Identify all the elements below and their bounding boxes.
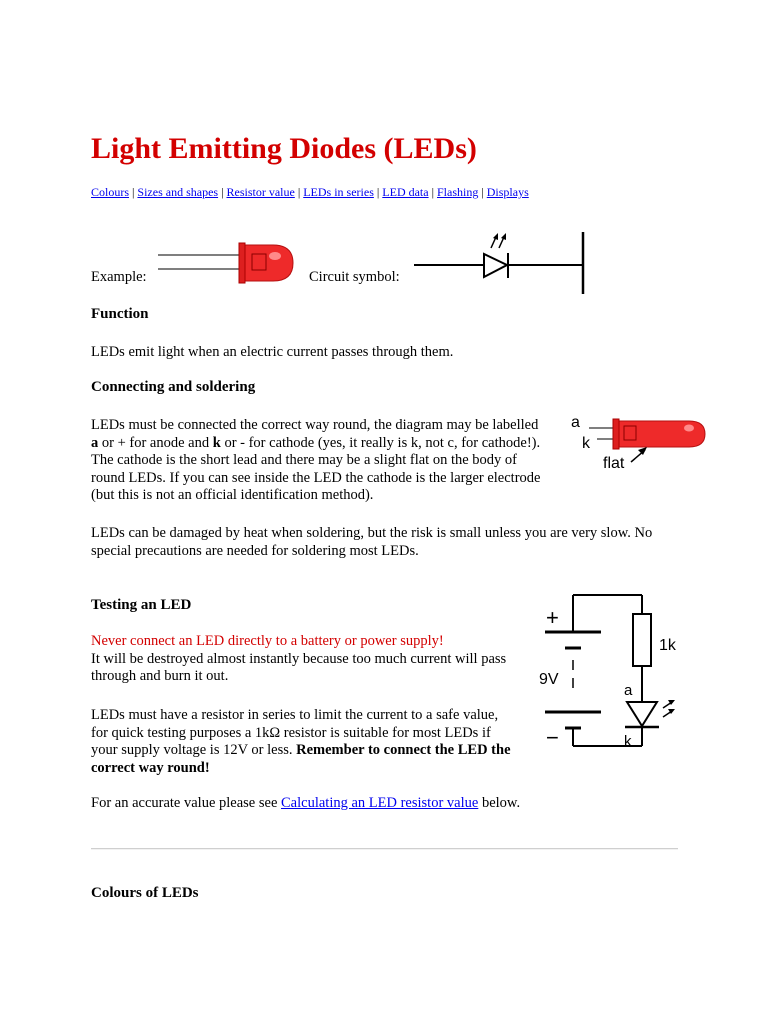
page-title: Light Emitting Diodes (LEDs) xyxy=(91,132,477,165)
calculating-resistor-link[interactable]: Calculating an LED resistor value xyxy=(281,795,479,811)
accurate-prefix: For an accurate value please see xyxy=(91,795,278,811)
light-arrowhead-icon xyxy=(501,233,506,240)
nav-separator: | xyxy=(129,185,138,199)
testing-line xyxy=(91,760,541,778)
connecting-line: LEDs must be connected the correct way round, the diagram may be labelled xyxy=(91,417,539,433)
led-body xyxy=(243,245,293,281)
connecting-paragraph-2 xyxy=(91,525,691,560)
testing-line: It will be destroyed almost instantly because too much current will pass xyxy=(91,650,507,667)
nav-separator: | xyxy=(294,185,304,199)
circuit-symbol-label: Circuit symbol: xyxy=(309,269,400,285)
connecting-line: LEDs can be damaged by heat when soldering, but the risk is small unless you are very slow. No xyxy=(91,525,653,541)
light-arrowhead-icon xyxy=(493,233,498,240)
testing-line-text: your supply voltage is 12V or less. xyxy=(91,742,293,758)
testing-line: through and burn it out. xyxy=(91,668,229,684)
connecting-line: special precautions are needed for soldering most LEDs. xyxy=(91,542,419,559)
nav-link-resistor-value[interactable]: Resistor value xyxy=(226,185,295,199)
accurate-value-line xyxy=(91,795,520,813)
nav-separator: | xyxy=(373,185,383,199)
led-leads-diagram xyxy=(565,410,715,475)
resistor-icon xyxy=(633,614,651,666)
bold-correct-way: correct way round! xyxy=(91,759,210,776)
bold-anode: a xyxy=(91,434,99,451)
led-rim xyxy=(613,419,619,449)
resistor-label: 1k xyxy=(659,637,676,654)
led-highlight xyxy=(684,425,694,432)
example-label: Example: xyxy=(91,269,147,285)
nav-separator: | xyxy=(428,185,437,199)
connecting-line: The cathode is the short lead and there may be a slight flat on the body of xyxy=(91,452,518,468)
led-example-illustration xyxy=(155,236,300,286)
accurate-suffix: below. xyxy=(481,795,521,811)
nav-link-colours[interactable]: Colours xyxy=(91,185,130,199)
connecting-line: round LEDs. If you can see inside the LED the cathode is the larger electrode xyxy=(91,469,541,486)
diagram-label-k: k xyxy=(582,435,590,452)
connecting-line xyxy=(91,435,561,453)
led-body xyxy=(617,421,705,447)
nav-link-displays[interactable]: Displays xyxy=(486,185,529,199)
testing-line: LEDs must have a resistor in series to limit the current to a safe value, xyxy=(91,707,499,723)
nav-link-sizes-and-shapes[interactable]: Sizes and shapes xyxy=(137,185,219,199)
connecting-paragraph-1 xyxy=(91,417,561,505)
heading-function: Function xyxy=(91,306,149,322)
nav-link-flashing[interactable]: Flashing xyxy=(437,185,479,199)
led-highlight xyxy=(269,252,281,260)
voltage-label: 9V xyxy=(539,671,559,688)
bold-cathode: k xyxy=(212,434,221,451)
nav-separator: | xyxy=(478,185,487,199)
led-diode-triangle xyxy=(627,702,657,726)
diagram-label-a: a xyxy=(571,414,580,431)
testing-line: for quick testing purposes a 1kΩ resistor is suitable for most LEDs if xyxy=(91,724,491,741)
heading-connecting-soldering: Connecting and soldering xyxy=(91,379,256,395)
led-rim xyxy=(239,243,245,283)
function-text: LEDs emit light when an electric current passes through them. xyxy=(91,344,454,360)
section-nav xyxy=(91,185,529,200)
diode-triangle xyxy=(484,254,507,277)
connecting-line-text: or + for anode and xyxy=(101,434,210,451)
nav-separator: | xyxy=(218,185,227,199)
flat-pointer-arrowhead-icon xyxy=(638,447,647,455)
testing-warning: Never connect an LED directly to a battery or power supply! xyxy=(91,633,444,649)
testing-paragraph-1 xyxy=(91,633,541,686)
plus-label: + xyxy=(546,605,559,630)
section-divider xyxy=(91,848,678,850)
led-circuit-symbol xyxy=(410,228,590,298)
minus-label: − xyxy=(546,725,559,750)
nav-link-led-data[interactable]: LED data xyxy=(382,185,429,199)
testing-paragraph-2 xyxy=(91,707,541,777)
connecting-line: (but this is not an official identification method). xyxy=(91,487,374,503)
led-test-circuit-diagram xyxy=(535,580,695,755)
heading-testing-led: Testing an LED xyxy=(91,597,192,613)
heading-colours-of-leds: Colours of LEDs xyxy=(91,885,199,901)
nav-link-leds-in-series[interactable]: LEDs in series xyxy=(303,185,374,199)
cathode-label: k xyxy=(624,733,632,750)
bold-remember: Remember to connect the LED the xyxy=(296,742,511,758)
diagram-label-flat: flat xyxy=(603,455,625,472)
testing-line xyxy=(91,742,541,760)
anode-label: a xyxy=(624,682,633,699)
connecting-line-text: or - for cathode (yes, it really is k, not c, for cathode!). xyxy=(224,434,541,451)
